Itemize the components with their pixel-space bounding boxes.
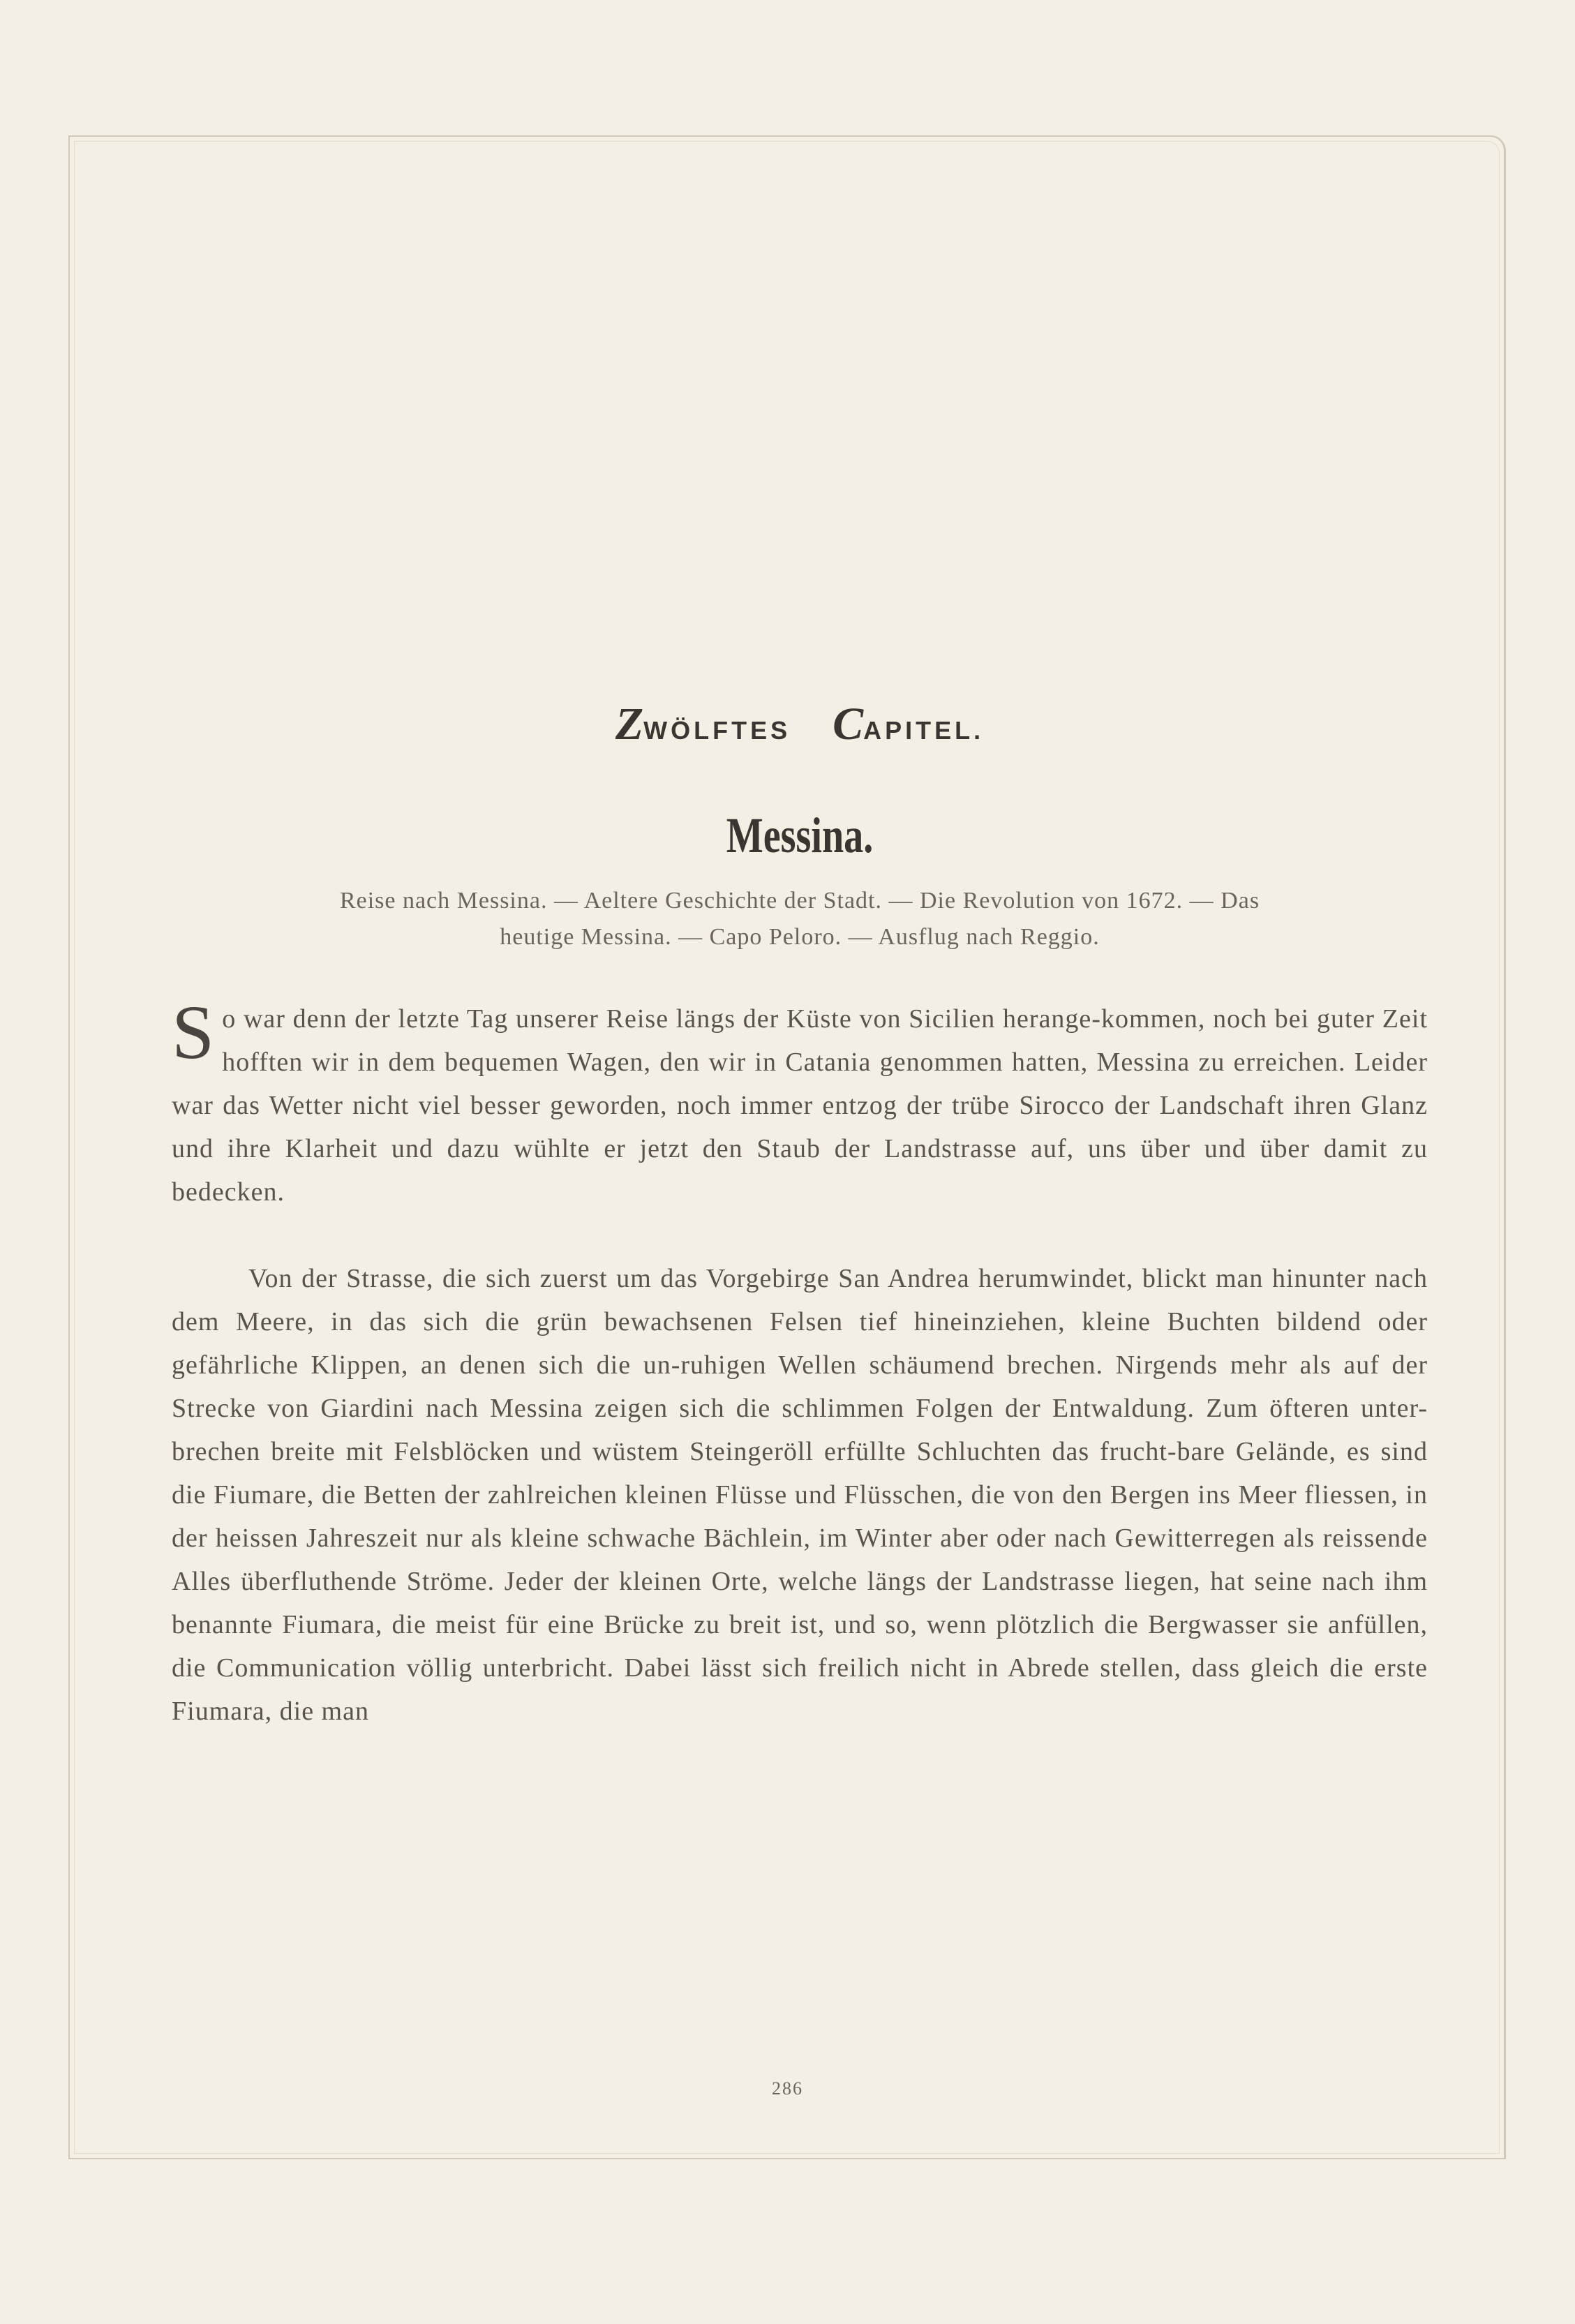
- drop-cap: S: [172, 990, 216, 1075]
- chapter-heading-word-1: WÖLFTES: [643, 716, 791, 745]
- body-paragraph-1-text: o war denn der letzte Tag unserer Reise längs der Küste von Sicilien herange-kommen, noch bei guter Zeit hofften wir in dem bequemen Wagen, den wir in Catania genommen hatten, Messina zu erreichen. Leider war das Wetter nicht viel besser geworden, noch immer entzog der trübe Sirocco der Landschaft ihren Glanz und ihre Klarheit und dazu wühlte er jetzt den Staub der Landstrasse auf, uns über und über damit zu bedecken.: [172, 1004, 1428, 1207]
- body-paragraph-1: [172, 990, 1428, 1214]
- chapter-title: Messina.: [726, 807, 874, 863]
- chapter-summary-line-1: Reise nach Messina. — Aeltere Geschichte der Stadt. — Die Revolution von 1672. — Das: [339, 888, 1260, 914]
- text-block: [172, 698, 1428, 1733]
- chapter-heading-word-2: APITEL.: [863, 716, 985, 745]
- chapter-heading-initial-2: C: [833, 699, 864, 750]
- chapter-summary: [172, 883, 1428, 955]
- body-paragraph-2: Von der Strasse, die sich zuerst um das Vorgebirge San Andrea herumwindet, blickt man hinunter nach dem Meere, in das sich die grün bewachsenen Felsen tief hineinziehen, kleine Buchten bildend oder gefährliche Klippen, an denen sich die un-ruhigen Wellen schäumend brechen. Nirgends mehr als auf der Strecke von Giardini nach Messina zeigen sich die schlimmen Folgen der Entwaldung. Zum öfteren unter-brechen breite mit Felsblöcken und wüstem Steingeröll erfüllte Schluchten das frucht-bare Gelände, es sind die Fiumare, die Betten der zahlreichen kleinen Flüsse und Flüsschen, die von den Bergen ins Meer fliessen, in der heissen Jahreszeit nur als kleine schwache Bächlein, im Winter aber oder nach Gewitterregen als reissende Alles überfluthende Ströme. Jeder der kleinen Orte, welche längs der Landstrasse liegen, hat seine nach ihm benannte Fiumara, die meist für eine Brücke zu breit ist, und so, wenn plötzlich die Bergwasser sie anfüllen, die Communication völlig unterbricht. Dabei lässt sich freilich nicht in Abrede stellen, dass gleich die erste Fiumara, die man: [172, 1264, 1428, 1726]
- page-number: 286: [772, 2078, 803, 2099]
- chapter-heading-initial-1: Z: [615, 699, 644, 750]
- chapter-summary-line-2: heutige Messina. — Capo Peloro. — Ausflug nach Reggio.: [500, 924, 1100, 950]
- chapter-heading: [172, 698, 1428, 751]
